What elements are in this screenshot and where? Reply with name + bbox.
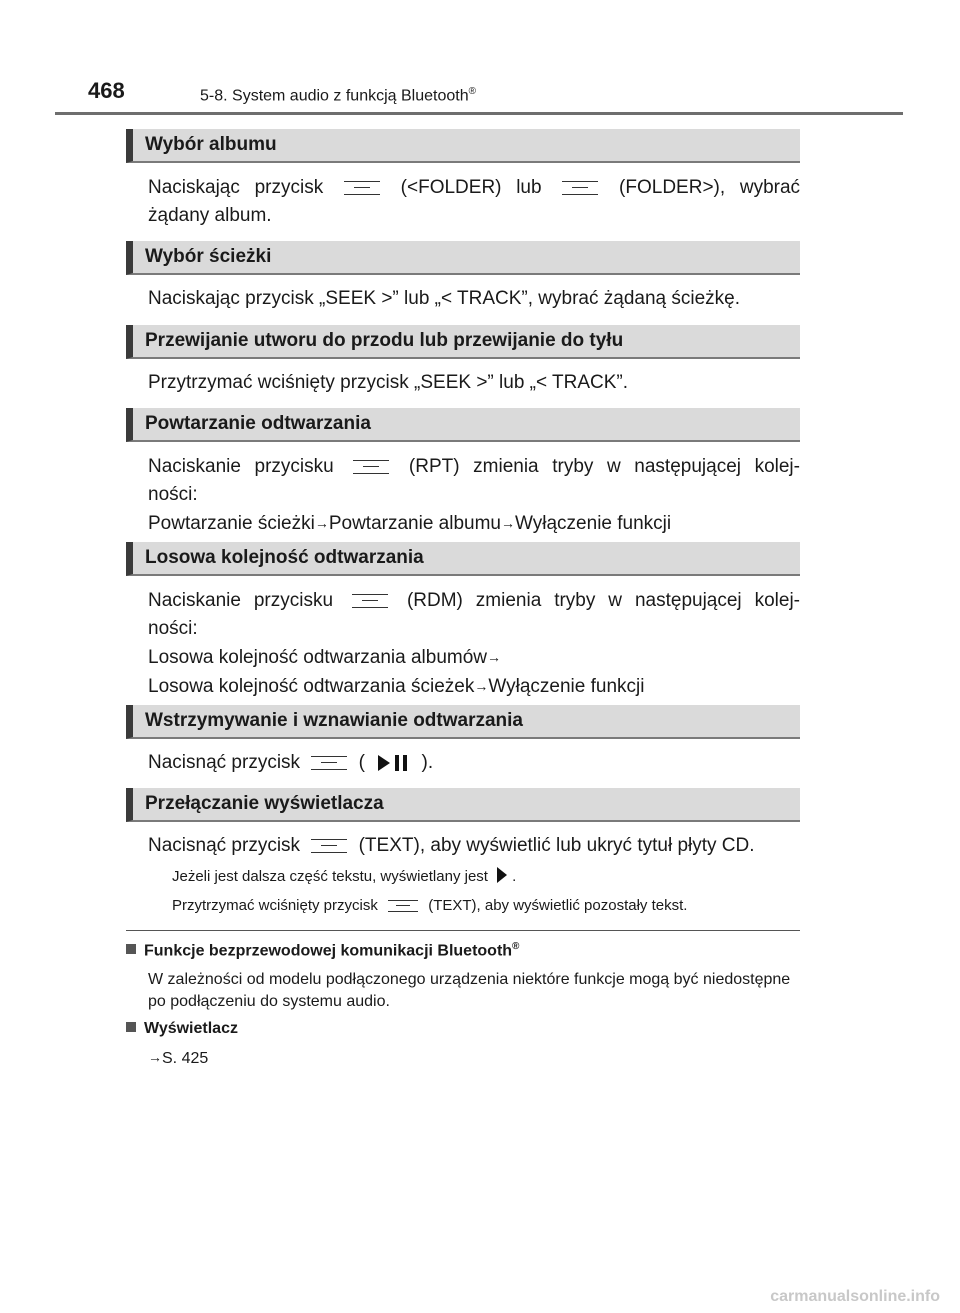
more-text-arrow-icon bbox=[495, 866, 509, 884]
info-heading-bluetooth: Funkcje bezprzewodowej komunikacji Bluetooth® bbox=[126, 941, 519, 960]
section-heading-repeat: Powtarzanie odtwarzania bbox=[126, 408, 800, 442]
display-note-2: Przytrzymać wciśnięty przycisk (TEXT), aby wyświetlić pozostały tekst. bbox=[172, 897, 688, 914]
section-body-display: Nacisnąć przycisk (TEXT), aby wyświetlić lub ukryć tytuł płyty CD. bbox=[148, 835, 755, 856]
text-button-icon bbox=[388, 900, 418, 912]
folder-up-button-icon bbox=[562, 181, 598, 195]
info-heading-display: Wyświetlacz bbox=[126, 1020, 238, 1038]
info-text-display: →S. 425 bbox=[148, 1049, 209, 1067]
arrow-right-icon: → bbox=[148, 1049, 162, 1065]
bullet-square-icon bbox=[126, 944, 136, 954]
section-body-random: Naciskanie przycisku (RDM) zmienia tryby w następującej kolej- ności: Losowa kolejność odtwarzania albumów→ Losowa kolejność odtwarzania ścieżek→Wyłączenie funkcji bbox=[148, 590, 800, 697]
info-text-bluetooth: W zależności od modelu podłączonego urządzenia niektóre funkcje mogą być niedostępne po podłączeniu do systemu audio. bbox=[148, 971, 791, 1010]
section-heading-album: Wybór albumu bbox=[126, 129, 800, 163]
section-heading-pause: Wstrzymywanie i wznawianie odtwarzania bbox=[126, 705, 800, 739]
rpt-button-icon bbox=[353, 460, 389, 474]
bullet-square-icon bbox=[126, 1022, 136, 1032]
section-heading-display: Przełączanie wyświetlacza bbox=[126, 788, 800, 822]
section-body-track: Naciskając przycisk „SEEK >” lub „< TRACK”, wybrać żądaną ścieżkę. bbox=[148, 288, 741, 309]
arrow-right-icon: → bbox=[501, 515, 515, 531]
section-heading-random: Losowa kolejność odtwarzania bbox=[126, 542, 800, 576]
folder-down-button-icon bbox=[344, 181, 380, 195]
rdm-button-icon bbox=[352, 594, 388, 608]
display-note-1: Jeżeli jest dalsza część tekstu, wyświetlany jest . bbox=[172, 868, 517, 885]
section-body-repeat: Naciskanie przycisku (RPT) zmienia tryby w następującej kolej- ności: Powtarzanie ścieżki→Powtarzanie albumu→Wyłączenie funkcji bbox=[148, 456, 800, 534]
play-pause-icon bbox=[376, 753, 410, 773]
section-body-pause: Nacisnąć przycisk ( ). bbox=[148, 752, 434, 773]
section-divider bbox=[126, 930, 800, 931]
section-heading-track: Wybór ścieżki bbox=[126, 241, 800, 275]
chapter-title: 5-8. System audio z funkcją Bluetooth® bbox=[200, 86, 476, 105]
section-heading-fast-forward: Przewijanie utworu do przodu lub przewijanie do tyłu bbox=[126, 325, 800, 359]
header-rule bbox=[55, 112, 903, 115]
section-body-album: Naciskając przycisk (<FOLDER) lub (FOLDER>), wybrać żądany album. bbox=[148, 177, 801, 226]
text-button-icon bbox=[311, 839, 347, 853]
page-number: 468 bbox=[88, 78, 125, 103]
watermark: carmanualsonline.info bbox=[770, 1288, 940, 1305]
play-pause-button-icon bbox=[311, 756, 347, 770]
arrow-right-icon: → bbox=[487, 649, 502, 665]
arrow-right-icon: → bbox=[314, 515, 329, 531]
arrow-right-icon: → bbox=[474, 678, 489, 694]
section-body-fast-forward: Przytrzymać wciśnięty przycisk „SEEK >” lub „< TRACK”. bbox=[148, 372, 629, 393]
